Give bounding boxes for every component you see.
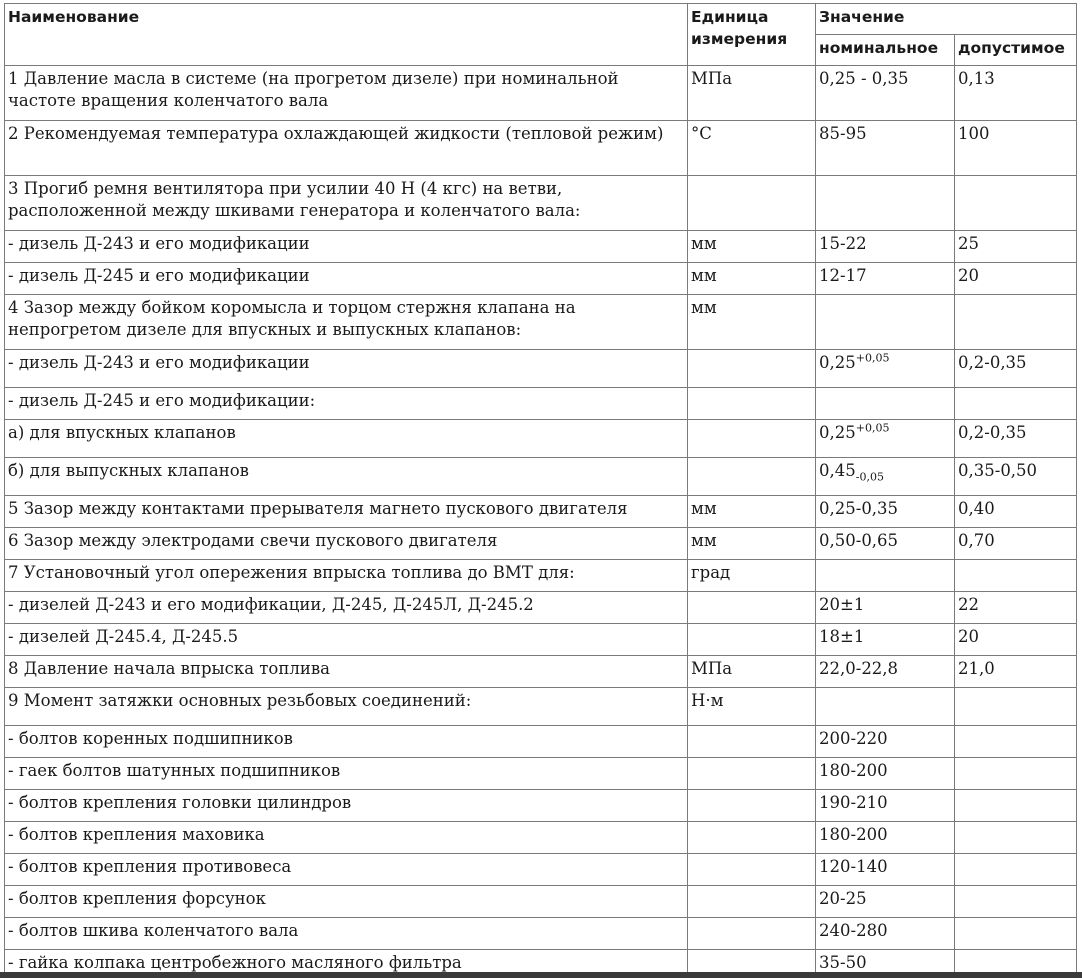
table-row [5, 263, 1077, 295]
row-name: - болтов шкива коленчатого вала [5, 918, 688, 950]
row-allowed [955, 918, 1077, 950]
table-row [5, 66, 1077, 121]
table-row [5, 854, 1077, 886]
table-row [5, 726, 1077, 758]
row-allowed: 0,35-0,50 [955, 458, 1077, 496]
row-nominal: 20-25 [816, 886, 955, 918]
row-nominal [816, 388, 955, 420]
nominal-base: 0,25 [819, 423, 856, 442]
row-nominal [816, 176, 955, 231]
header-nominal: номинальное [816, 35, 955, 66]
row-allowed: 0,2-0,35 [955, 350, 1077, 388]
row-allowed [955, 726, 1077, 758]
row-allowed [955, 854, 1077, 886]
row-nominal [816, 458, 955, 496]
nominal-tolerance: +0,05 [855, 421, 890, 435]
row-nominal: 15-22 [816, 231, 955, 263]
row-unit [688, 854, 816, 886]
row-unit [688, 458, 816, 496]
table-row [5, 624, 1077, 656]
row-unit [688, 388, 816, 420]
row-unit [688, 918, 816, 950]
row-name: 7 Установочный угол опережения впрыска топлива до ВМТ для: [5, 560, 688, 592]
row-unit [688, 420, 816, 458]
table-row [5, 350, 1077, 388]
table-row [5, 458, 1077, 496]
row-unit [688, 822, 816, 854]
row-allowed [955, 688, 1077, 726]
row-name: - дизелей Д-245.4, Д-245.5 [5, 624, 688, 656]
row-name: - дизель Д-245 и его модификации [5, 263, 688, 295]
row-allowed [955, 388, 1077, 420]
row-nominal: 18±1 [816, 624, 955, 656]
row-allowed [955, 886, 1077, 918]
table-row [5, 592, 1077, 624]
row-unit: мм [688, 263, 816, 295]
row-allowed: 0,2-0,35 [955, 420, 1077, 458]
row-unit [688, 726, 816, 758]
row-unit [688, 790, 816, 822]
row-name: - гаек болтов шатунных подшипников [5, 758, 688, 790]
row-name: - болтов крепления форсунок [5, 886, 688, 918]
row-allowed: 25 [955, 231, 1077, 263]
row-nominal: 35-50 [816, 950, 955, 978]
row-name: - дизелей Д-243 и его модификации, Д-245, Д-245Л, Д-245.2 [5, 592, 688, 624]
row-unit: мм [688, 231, 816, 263]
row-nominal [816, 688, 955, 726]
row-nominal [816, 350, 955, 388]
table-row [5, 560, 1077, 592]
row-nominal: 22,0-22,8 [816, 656, 955, 688]
table-row [5, 758, 1077, 790]
row-unit: МПа [688, 66, 816, 121]
row-allowed: 20 [955, 624, 1077, 656]
row-unit: Н·м [688, 688, 816, 726]
table-row [5, 176, 1077, 231]
row-name: - болтов крепления маховика [5, 822, 688, 854]
table-row [5, 688, 1077, 726]
row-nominal: 240-280 [816, 918, 955, 950]
row-nominal: 20±1 [816, 592, 955, 624]
row-nominal: 120-140 [816, 854, 955, 886]
row-name: - дизель Д-245 и его модификации: [5, 388, 688, 420]
row-nominal: 0,25-0,35 [816, 496, 955, 528]
row-name: а) для впускных клапанов [5, 420, 688, 458]
row-name: - болтов крепления противовеса [5, 854, 688, 886]
row-nominal: 190-210 [816, 790, 955, 822]
table-row [5, 496, 1077, 528]
row-unit [688, 758, 816, 790]
row-nominal: 0,25 - 0,35 [816, 66, 955, 121]
table-row [5, 388, 1077, 420]
row-allowed [955, 790, 1077, 822]
row-nominal: 180-200 [816, 758, 955, 790]
table-row [5, 886, 1077, 918]
row-allowed: 100 [955, 121, 1077, 176]
row-unit [688, 592, 816, 624]
row-name: 5 Зазор между контактами прерывателя магнето пускового двигателя [5, 496, 688, 528]
row-allowed [955, 758, 1077, 790]
row-allowed: 0,40 [955, 496, 1077, 528]
row-nominal: 0,50-0,65 [816, 528, 955, 560]
row-allowed: 22 [955, 592, 1077, 624]
row-allowed [955, 822, 1077, 854]
row-allowed [955, 176, 1077, 231]
row-name: - гайка колпака центробежного масляного фильтра [5, 950, 688, 978]
row-name: - болтов коренных подшипников [5, 726, 688, 758]
row-nominal: 85-95 [816, 121, 955, 176]
nominal-base: 0,45 [819, 461, 856, 480]
nominal-tolerance: -0,05 [855, 470, 884, 484]
table-row [5, 790, 1077, 822]
header-name: Наименование [5, 4, 688, 66]
table-row [5, 295, 1077, 350]
row-name: 2 Рекомендуемая температура охлаждающей жидкости (тепловой режим) [5, 121, 688, 176]
row-unit [688, 176, 816, 231]
table-header [5, 4, 1077, 66]
row-nominal [816, 420, 955, 458]
table-row [5, 656, 1077, 688]
row-unit: °С [688, 121, 816, 176]
row-unit: мм [688, 496, 816, 528]
row-name: 4 Зазор между бойком коромысла и торцом стержня клапана на непрогретом дизеле для впускных и выпускных клапанов: [5, 295, 688, 350]
specifications-table [4, 3, 1077, 978]
row-name: - дизель Д-243 и его модификации [5, 350, 688, 388]
table-row [5, 528, 1077, 560]
row-unit [688, 886, 816, 918]
table-row [5, 822, 1077, 854]
row-nominal: 12-17 [816, 263, 955, 295]
row-name: 3 Прогиб ремня вентилятора при усилии 40 Н (4 кгс) на ветви, расположенной между шкивами генератора и коленчатого вала: [5, 176, 688, 231]
row-nominal: 180-200 [816, 822, 955, 854]
header-value: Значение [816, 4, 1077, 35]
row-name: б) для выпускных клапанов [5, 458, 688, 496]
row-name: 1 Давление масла в системе (на прогретом дизеле) при номинальной частоте вращения коленчатого вала [5, 66, 688, 121]
row-nominal [816, 295, 955, 350]
row-name: - болтов крепления головки цилиндров [5, 790, 688, 822]
row-unit: МПа [688, 656, 816, 688]
row-allowed [955, 560, 1077, 592]
row-name: 6 Зазор между электродами свечи пускового двигателя [5, 528, 688, 560]
row-allowed: 20 [955, 263, 1077, 295]
header-allowed: допустимое [955, 35, 1077, 66]
table-row [5, 918, 1077, 950]
row-name: 9 Момент затяжки основных резьбовых соединений: [5, 688, 688, 726]
header-unit: Единица измерения [688, 4, 816, 66]
row-nominal: 200-220 [816, 726, 955, 758]
bottom-border-bar [0, 972, 1082, 978]
table-row [5, 231, 1077, 263]
row-allowed [955, 295, 1077, 350]
table-row [5, 121, 1077, 176]
row-unit [688, 624, 816, 656]
row-unit: град [688, 560, 816, 592]
row-allowed: 0,13 [955, 66, 1077, 121]
nominal-tolerance: +0,05 [855, 351, 890, 365]
table-row [5, 420, 1077, 458]
row-nominal [816, 560, 955, 592]
table-body [5, 66, 1077, 978]
row-unit [688, 350, 816, 388]
row-allowed: 0,70 [955, 528, 1077, 560]
row-name: 8 Давление начала впрыска топлива [5, 656, 688, 688]
row-allowed: 21,0 [955, 656, 1077, 688]
row-unit: мм [688, 295, 816, 350]
row-unit: мм [688, 528, 816, 560]
row-name: - дизель Д-243 и его модификации [5, 231, 688, 263]
nominal-base: 0,25 [819, 353, 856, 372]
